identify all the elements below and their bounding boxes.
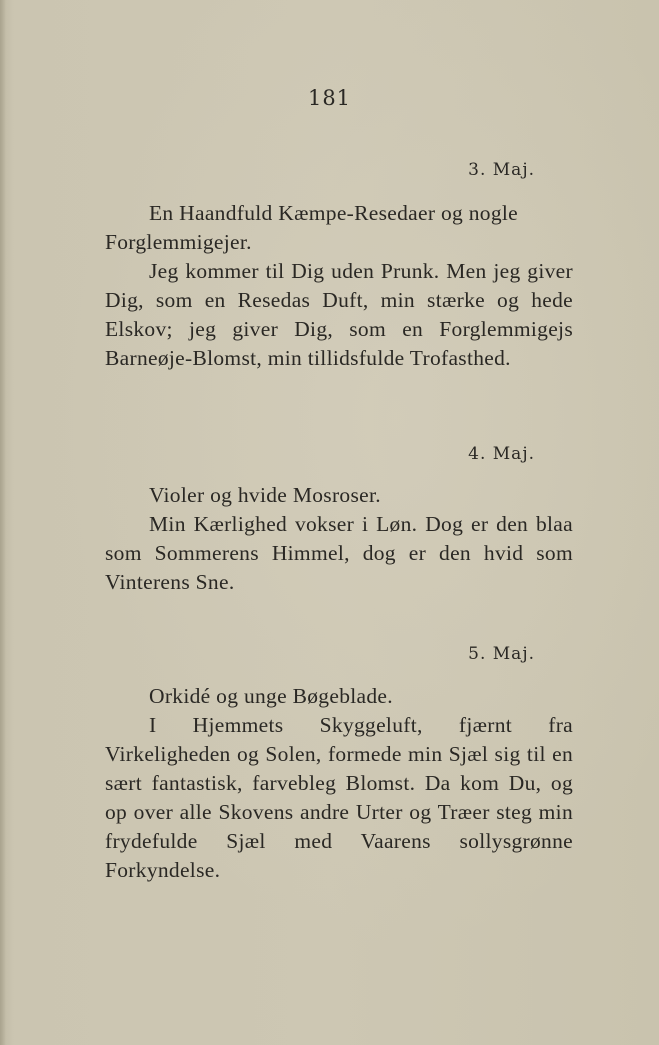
entry-heading: En Haandfuld Kæmpe-Resedaer og nogle xyxy=(149,201,519,225)
entry-date: 4. Maj. xyxy=(468,444,535,464)
page-number: 181 xyxy=(307,86,352,110)
page-edge-shadow xyxy=(0,0,6,1045)
entry-date: 5. Maj. xyxy=(468,644,535,664)
entry-body: Min Kærlighed vokser i Løn. Dog er den blaa som Sommerens Himmel, dog er den hvid som Vinterens Sne. xyxy=(105,512,573,594)
entry-heading: Violer og hvide Mosroser. xyxy=(149,483,381,507)
entry-heading: Orkidé og unge Bøgeblade. xyxy=(149,684,393,708)
entry-body: I Hjemmets Skyggeluft, fjærnt fra Virkeligheden og Solen, formede min Sjæl sig til en sært fantastisk, farvebleg Blomst. Da kom Du, og op over alle Skovens andre Urter og Træer steg min frydefulde Sjæl med Vaarens sollysgrønne Forkyndelse. xyxy=(105,713,573,882)
entry-date: 3. Maj. xyxy=(468,160,535,180)
entry-body: Jeg kommer til Dig uden Prunk. Men jeg giver Dig, som en Resedas Duft, min stærke og hede Elskov; jeg giver Dig, som en Forglemmigejs Barneøje-Blomst, min tillidsfulde Trofasthed. xyxy=(105,259,573,370)
entry-heading-continued: Forglemmigejer. xyxy=(105,230,252,254)
